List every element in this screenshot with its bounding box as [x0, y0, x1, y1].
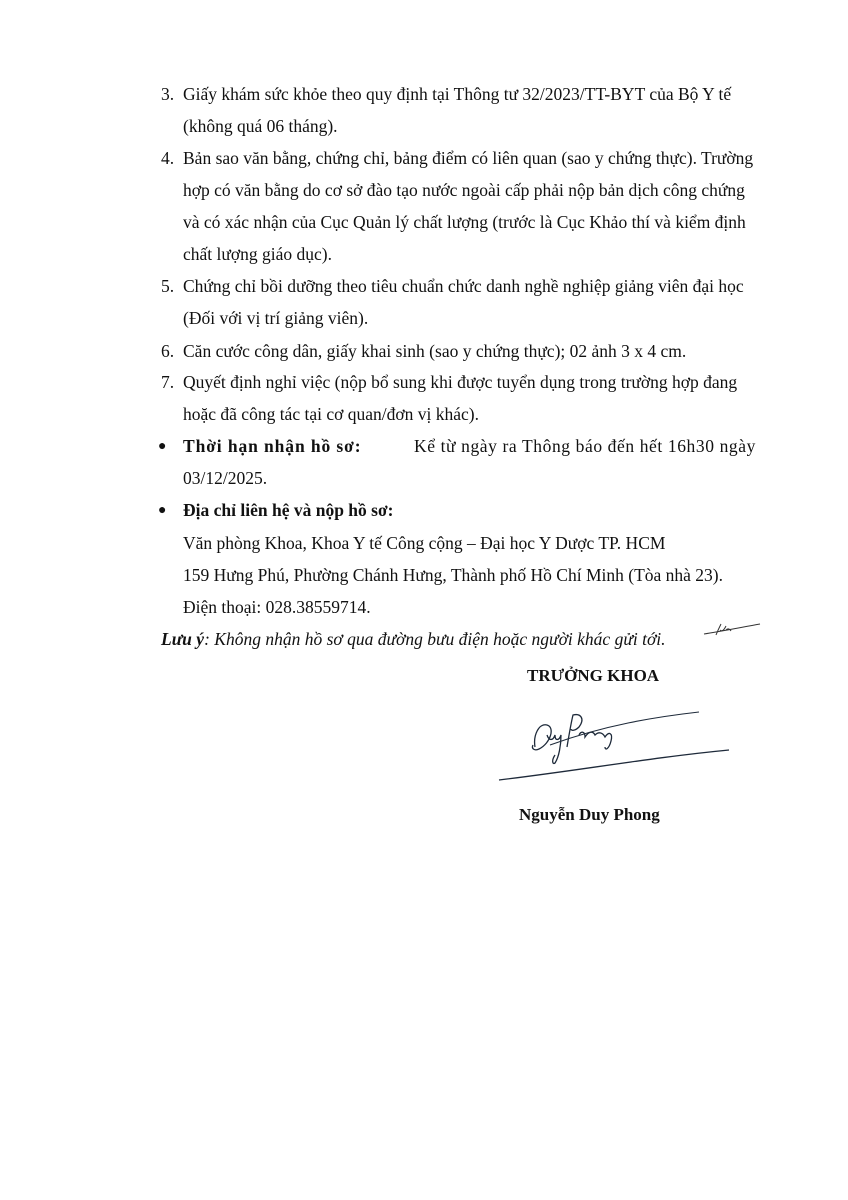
item-line: Bản sao văn bằng, chứng chỉ, bảng điểm có liên quan (sao y chứng thực). Trường: [183, 148, 754, 168]
signer-name: Nguyễn Duy Phong: [519, 805, 660, 824]
deadline-date: 03/12/2025.: [183, 468, 268, 488]
item-line: (Đối với vị trí giảng viên).: [183, 308, 369, 328]
item-number: 7.: [161, 372, 175, 392]
deadline-label: Thời hạn nhận hồ sơ:: [183, 436, 362, 456]
contact-label: Địa chỉ liên hệ và nộp hồ sơ:: [183, 500, 394, 520]
item-line: Căn cước công dân, giấy khai sinh (sao y chứng thực); 02 ảnh 3 x 4 cm.: [183, 341, 687, 361]
handwritten-signature-icon: [495, 705, 735, 785]
deadline-line: [183, 435, 756, 457]
note-label: Lưu ý: [161, 629, 205, 649]
item-line: và có xác nhận của Cục Quản lý chất lượng (trước là Cục Khảo thí và kiểm định: [183, 212, 746, 232]
item-line: chất lượng giáo dục).: [183, 244, 332, 264]
item-number: 6.: [161, 341, 175, 361]
contact-office: Văn phòng Khoa, Khoa Y tế Công cộng – Đại học Y Dược TP. HCM: [183, 533, 666, 553]
item-number: 3.: [161, 84, 175, 104]
item-line: Chứng chỉ bồi dưỡng theo tiêu chuẩn chức danh nghề nghiệp giảng viên đại học: [183, 276, 744, 296]
contact-address: 159 Hưng Phú, Phường Chánh Hưng, Thành phố Hồ Chí Minh (Tòa nhà 23).: [183, 565, 724, 585]
item-line: (không quá 06 tháng).: [183, 116, 338, 136]
deadline-text: Kể từ ngày ra Thông báo đến hết 16h30 ngày: [414, 436, 756, 456]
item-line: hợp có văn bằng do cơ sở đào tạo nước ngoài cấp phải nộp bản dịch công chứng: [183, 180, 745, 200]
signature-title: TRƯỞNG KHOA: [527, 666, 660, 685]
item-line: hoặc đã công tác tại cơ quan/đơn vị khác).: [183, 404, 479, 424]
item-line: Giấy khám sức khỏe theo quy định tại Thông tư 32/2023/TT-BYT của Bộ Y tế: [183, 84, 732, 104]
bullet-icon: ●: [158, 503, 167, 518]
initial-mark-icon: [700, 618, 764, 644]
bullet-icon: ●: [158, 439, 167, 454]
item-number: 4.: [161, 148, 175, 168]
note-text: : Không nhận hồ sơ qua đường bưu điện hoặc người khác gửi tới.: [204, 629, 666, 649]
contact-phone: Điện thoại: 028.38559714.: [183, 597, 371, 617]
item-line: Quyết định nghỉ việc (nộp bổ sung khi được tuyển dụng trong trường hợp đang: [183, 372, 738, 392]
item-number: 5.: [161, 276, 175, 296]
note-line: [161, 628, 666, 650]
